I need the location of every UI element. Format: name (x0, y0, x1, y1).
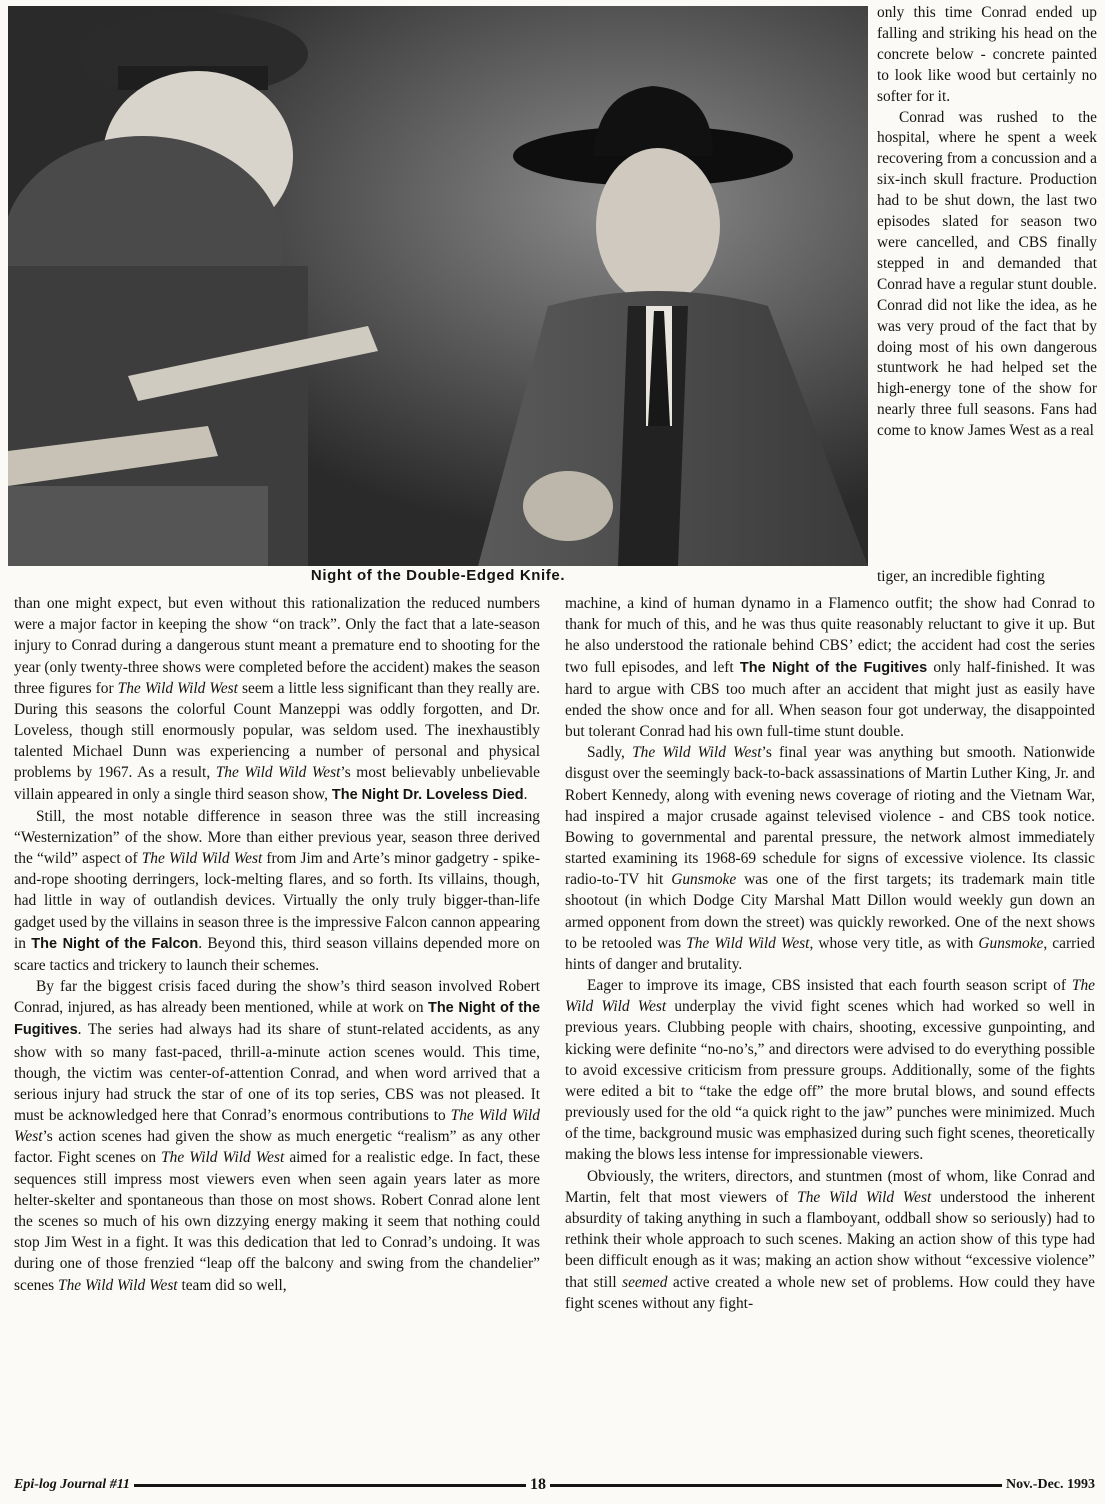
journal-name: Epi-log Journal #11 (10, 1474, 134, 1496)
show-title: The Wild Wild West (565, 977, 1095, 1016)
photo-illustration (8, 6, 868, 566)
top-right-column (877, 3, 1097, 442)
episode-title: The Night of the Fugitives (739, 659, 928, 676)
footer-rule (14, 1484, 1095, 1487)
show-title: The Wild Wild West (117, 679, 238, 697)
show-title: The Wild Wild West (161, 1149, 285, 1167)
paragraph: Eager to improve its image, CBS insisted that each fourth season script of The Wild Wild West underplay the vivid fight scenes which had worked so well in previous years. Clubbing people with chairs, shooting, excessive gunpointing, and kicking were definite “no-no’s,” and directors were advised to do everything possible to avoid excessive criticism from pressure groups. Additionally, some of the fights were edited a bit to “take the edge off” the more brutal blows, and sound effects previously used for the old “a quick right to the jaw” punches were minimized. Much of the time, background music was emphasized during such fight scenes, theoretically making the blows less intense for impressionable viewers. (565, 977, 1095, 1164)
emphasis: seemed (622, 1273, 668, 1291)
show-title: Gunsmoke (671, 871, 737, 889)
paragraph: Still, the most notable difference in season three was the still increasing “Westernization” of the show. More than either previous year, season three derived the “wild” aspect of The Wild Wild West from Jim and Arte’s minor gadgetry - spike-and-rope shooting derringers, lock-melting flares, and so forth. Its villains, though, had little in way of outlandish devices. Virtually the only truly bigger-than-life gadget used by the villains in season three is the impressive Falcon cannon appearing in The Night of the Falcon. Beyond this, third season villains depended more on scare tactics and trickery to launch their schemes. (14, 807, 540, 974)
episode-title: The Night of the Fugitives (14, 1000, 541, 1039)
show-title: Gunsmoke (978, 934, 1044, 952)
paragraph: Sadly, The Wild Wild West’s final year was anything but smooth. Nationwide disgust over the seemingly back-to-back assassinations of Martin Luther King, Jr. and Robert Kennedy, along with evening news coverage of rioting and the Vietnam War, had inspired a major crusade against televised violence - and CBS took notice. Bowing to governmental and parental pressure, the network almost immediately started examining its 1968-69 schedule for signs of excessive violence. Its classic radio-to-TV hit Gunsmoke was one of the first targets; its trademark main title shootout (in which Dodge City Marshal Matt Dillon would weekly gun down an armed opponent from down the street) was quickly reworked. One of the next shows to be retooled was The Wild Wild West, whose very title, as with Gunsmoke, carried hints of danger and brutality. (565, 744, 1096, 973)
page-number: 18 (526, 1474, 550, 1496)
show-title: The Wild Wild West (632, 744, 762, 762)
paragraph: Obviously, the writers, directors, and stuntmen (most of whom, like Conrad and Martin, felt that most viewers of The Wild Wild West understood the inherent absurdity of taking anything in such a flamboyant, oddball show so seriously) had to rethink their whole approach to such scenes. Making an action show of this type had been difficult enough as it was; making an action show without “excessive violence” that still seemed active created a whole new set of problems. How could they have fight scenes without any fight- (565, 1167, 1095, 1312)
show-title: The Wild Wild West (141, 850, 263, 868)
paragraph: machine, a kind of human dynamo in a Flamenco outfit; the show had Conrad to thank for much of this, and he was thus quite reasonably reluctant to give it up. But he also understood the rationale behind CBS’ edict; the accident had cost the series two full episodes, and left The Night of the Fugitives only half-finished. It was hard to argue with CBS too much after an accident that might just as easily have ended the show once and for all. When season four got underway, the disappointed but tolerant Conrad had his own full-time stunt double. (565, 595, 1095, 741)
right-column (565, 593, 1095, 1314)
paragraph: only this time Conrad ended up falling and striking his head on the concrete below - concrete painted to look like wood but certainly no softer for it. (877, 4, 1097, 105)
episode-title: The Night of the Falcon (31, 935, 199, 952)
left-column (14, 593, 540, 1296)
show-title: The Wild Wild West (58, 1276, 178, 1294)
show-title: The Wild Wild West (797, 1188, 932, 1206)
episode-title: The Night Dr. Loveless Died (331, 786, 524, 803)
photo-caption: Night of the Double-Edged Knife. (310, 567, 566, 584)
show-title: The Wild Wild West (686, 934, 810, 952)
paragraph: By far the biggest crisis faced during the show’s third season involved Robert Conrad, injured, as has already been mentioned, while at work on The Night of the Fugitives. The series had always had its share of stunt-related accidents, as any show with so many fast-paced, thrill-a-minute action scenes would. This time, though, the victim was center-of-attention Conrad, and when word arrived that a serious injury had struck the star of one of its top series, CBS was not pleased. It must be acknowledged here that Conrad’s enormous contributions to The Wild Wild West’s action scenes had given the show as much energetic “realism” as any other factor. Fight scenes on The Wild Wild West aimed for a realistic edge. In fact, these sequences still impress most viewers even when seen again years later as more helter-skelter and spontaneous than those on most shows. Robert Conrad alone lent the scenes so much of his own dizzying energy making it seem that nothing could stop Jim West in a fight. It was this dedication that led to Conrad’s undoing. It was during one of those frenzied “leap off the balcony and swing from the chandelier” scenes The Wild Wild West team did so well, (14, 978, 541, 1294)
photo-still (8, 6, 868, 566)
show-title: The Wild Wild West (14, 1107, 541, 1146)
paragraph: than one might expect, but even without this rationalization the reduced numbers were a major factor in keeping the show “on track”. Only the fact that a late-season injury to Conrad during a dangerous stunt meant a premature end to shooting for the year (only twenty-three shows were completed before the accident) makes the season three figures for The Wild Wild West seem a little less significant than they really are. During this seasons the colorful Count Manzeppi was oddly forgotten, and Dr. Loveless, though still enormously popular, was seldom used. The inexhaustibly talented Michael Dunn was experiencing a number of personal and physical problems by 1967. As a result, The Wild Wild West’s most believably unbelievable villain appeared in only a single third season show, The Night Dr. Loveless Died. (14, 595, 540, 803)
paragraph: Conrad was rushed to the hospital, where he spent a week recovering from a concussion and a six-inch skull fracture. Production had to be shut down, the last two episodes slated for season two were cancelled, and CBS finally stepped in and demanded that Conrad have a regular stunt double. Conrad did not like the idea, as he was very proud of the fact that by doing most of his own dangerous stuntwork he had helped set the high-energy tone of the show for nearly three full seasons. Fans had come to know James West as a real (877, 108, 1097, 440)
page-footer (14, 1474, 1095, 1496)
paragraph-tail-line: tiger, an incredible fighting (877, 568, 1045, 585)
show-title: The Wild Wild West (215, 764, 341, 782)
issue-date: Nov.-Dec. 1993 (1002, 1474, 1099, 1496)
